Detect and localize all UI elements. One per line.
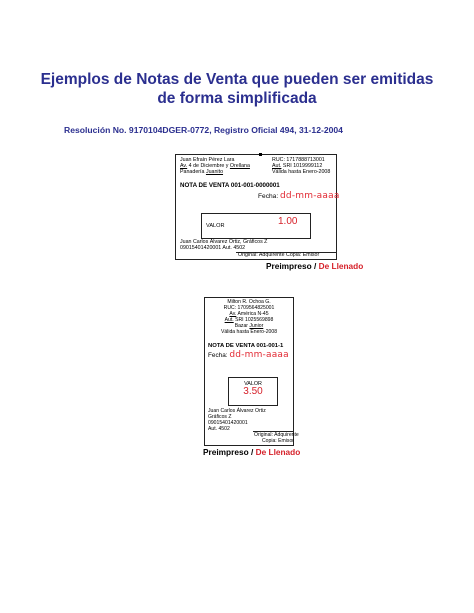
issuer-name: Milton R. Ochoa G. [227, 299, 271, 305]
amount-label: VALOR [206, 223, 225, 229]
sales-note-example-horizontal [175, 154, 340, 260]
printer-ruc: 09015401420001 [208, 420, 248, 426]
amount-label: VALOR [244, 381, 262, 387]
printer-authorization: Aut. 4502 [208, 426, 230, 432]
issuer-name: Juan Efraín Pérez Lara [180, 157, 235, 163]
copies-distribution: Original: Adquirente Copia: Emisor [238, 252, 320, 258]
sales-note-number: NOTA DE VENTA 001-001-0000001 [180, 182, 280, 189]
sri-authorization: Aut. SRI 1025569898 [224, 317, 274, 323]
issuer-ruc: RUC: 1709564825001 [223, 305, 275, 311]
date-field: Fecha: dd-mm-aaaa [208, 350, 289, 360]
amount-box [201, 213, 311, 239]
amount-box [228, 377, 278, 406]
date-placeholder: dd-mm-aaaa [280, 191, 340, 201]
date-placeholder: dd-mm-aaaa [229, 350, 289, 360]
caption-example-2: Preimpreso / De Llenado [203, 447, 301, 457]
filled-label: De Llenado [318, 261, 364, 271]
issuer-ruc: RUC: 1717888713001 [272, 157, 325, 163]
amount-value: 3.50 [243, 386, 263, 397]
preprinted-label: Preimpreso [266, 261, 312, 271]
preprinted-label: Preimpreso [203, 447, 249, 457]
copy-original: Original: Adquirente [254, 432, 299, 438]
copy-issuer: Copia: Emisor [262, 438, 294, 444]
resolution-reference: Resolución No. 9170104DGER-0772, Registro Oficial 494, 31-12-2004 [64, 125, 343, 135]
amount-value: 1.00 [278, 216, 298, 227]
caption-example-1: Preimpreso / De Llenado [266, 261, 364, 271]
validity-date: Válida hasta Enero-2008 [272, 169, 331, 175]
issuer-business: Bazar Junior [234, 323, 264, 329]
page-title [40, 70, 434, 108]
issuer-address: Av. 4 de Diciembre y Orellana [180, 163, 250, 169]
filled-label: De Llenado [255, 447, 301, 457]
printer-ruc-authorization: 09015401420001 Aut. 4502 [180, 245, 246, 251]
printer-company: Gráficos Z [208, 414, 232, 420]
page-title-line-2: de forma simplificada [157, 90, 317, 107]
sri-authorization: Aut. SRI 1019999112 [272, 163, 323, 169]
issuer-business: Panadería Juanito [180, 169, 224, 175]
issuer-address: Av. América N-45 [229, 311, 269, 317]
date-field: Fecha: dd-mm-aaaa [258, 191, 340, 201]
printer-name: Juan Carlos Álvarez Ortiz [208, 408, 266, 414]
sales-note-example-vertical [204, 297, 299, 446]
page-title-line-1: Ejemplos de Notas de Venta que pueden ser emitidas [40, 71, 434, 88]
punch-mark [259, 153, 262, 156]
validity-date: Válida hasta Enero-2008 [220, 329, 278, 335]
sales-note-number: NOTA DE VENTA 001-001-1 [208, 343, 284, 349]
printer-name: Juan Carlos Álvarez Ortiz, Gráficos Z [180, 239, 268, 245]
